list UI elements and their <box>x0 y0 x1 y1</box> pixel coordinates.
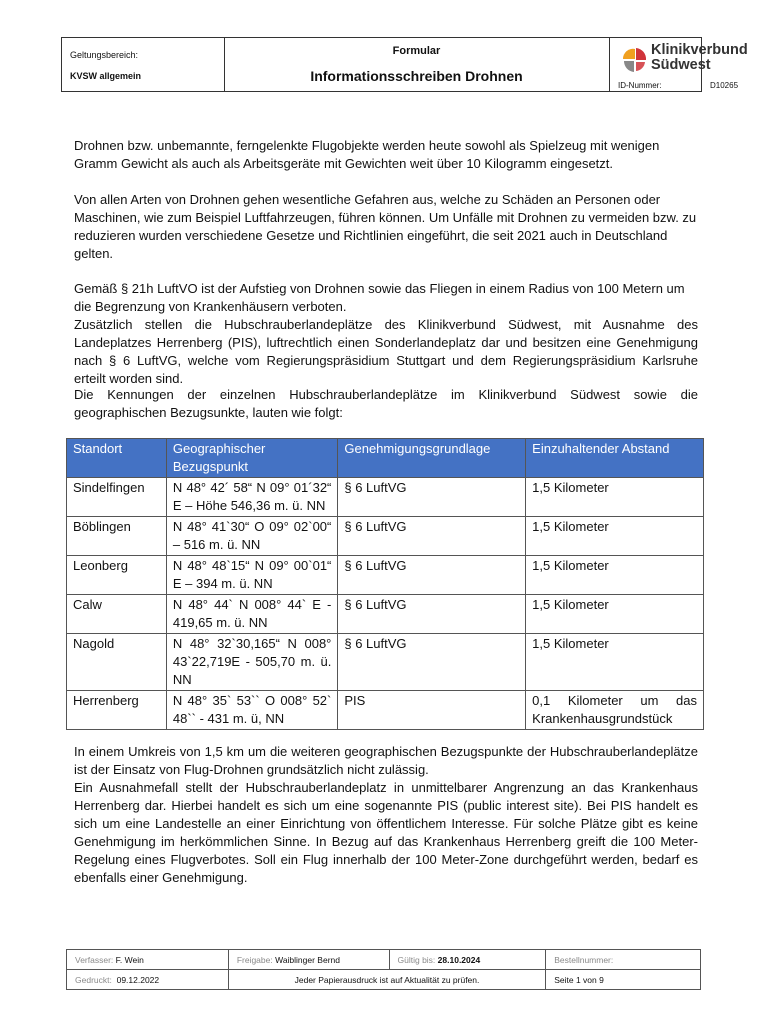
cell-distance: 0,1 Kilometer um das Krankenhausgrundstück <box>526 691 704 730</box>
cell-reference-point: N 48° 32`30,165“ N 008° 43`22,719E - 505,70 m. ü. NN <box>166 634 338 691</box>
legal-paragraph-1: Gemäß § 21h LuftVO ist der Aufstieg von Drohnen sowie das Fliegen in einem Radius von 100 Metern um die Begrenzung von Krankenhäusern verboten. <box>74 281 685 314</box>
valid-value: 28.10.2024 <box>437 954 481 965</box>
cell-reference-point: N 48° 35` 53`` O 008° 52` 48`` - 431 m. ü, NN <box>166 691 338 730</box>
footer-printed <box>67 970 229 990</box>
cell-approval-basis: § 6 LuftVG <box>338 595 526 634</box>
header-reference-point: Geographischer Bezugspunkt <box>166 439 338 478</box>
form-label: Formular <box>392 45 441 57</box>
intro-paragraph-1: Drohnen bzw. unbemannte, ferngelenkte Flugobjekte werden heute sowohl als Spielzeug mit wenigen Gramm Gewicht als auch als Arbeitsgeräte mit Gewichten weit über 10 Kilogramm eingesetzt. <box>74 138 660 171</box>
cell-approval-basis: § 6 LuftVG <box>338 478 526 517</box>
cell-location: Leonberg <box>67 556 167 595</box>
table-row <box>67 595 704 634</box>
cell-approval-basis: § 6 LuftVG <box>338 556 526 595</box>
author-label: Verfasser: <box>75 954 114 965</box>
cell-distance: 1,5 Kilometer <box>526 517 704 556</box>
footer-author <box>67 950 229 970</box>
footer-row <box>67 970 701 990</box>
table-header-row <box>67 439 704 478</box>
author-value: F. Wein <box>115 954 144 965</box>
legal-paragraph-3: Die Kennungen der einzelnen Hubschrauberlandeplätze im Klinikverbund Südwest sowie die geographischen Bezugsunkte, lauten wie folgt: <box>74 387 698 420</box>
footer-release <box>228 950 389 970</box>
table-row <box>67 517 704 556</box>
title-cell <box>224 38 610 91</box>
document-footer <box>66 949 701 990</box>
header-distance: Einzuhaltender Abstand <box>526 439 704 478</box>
scope-cell <box>62 38 225 91</box>
release-label: Freigabe: <box>236 954 273 965</box>
table-row <box>67 478 704 517</box>
printed-value: 09.12.2022 <box>116 974 160 985</box>
document-header <box>61 37 748 92</box>
legal-paragraph-2: Zusätzlich stellen die Hubschrauberlandeplätze des Klinikverbund Südwest, mit Ausnahme des Landeplatzes Herrenberg (PIS), luftrechtlich einen Sonderlandeplatz dar und besitzen eine Genehmigung nach § 6 LuftVG, welche vom Regierungspräsidium Stuttgart und dem Regierungspräsidium Karlsruhe erteilt worden sind. <box>74 317 698 386</box>
release-value: Waiblinger Bernd <box>275 954 340 965</box>
cell-location: Sindelfingen <box>67 478 167 517</box>
header-approval-basis: Genehmigungsgrundlage <box>338 439 526 478</box>
logo-cell <box>609 38 748 91</box>
table-row <box>67 634 704 691</box>
cell-location: Nagold <box>67 634 167 691</box>
closing-paragraph-1: In einem Umkreis von 1,5 km um die weiteren geographischen Bezugspunkte der Hubschrauberlandeplätze ist der Einsatz von Flug-Drohnen grundsätzlich nicht zulässig. <box>74 744 698 777</box>
cell-reference-point: N 48° 48`15“ N 09° 00`01“ E – 394 m. ü. NN <box>166 556 338 595</box>
header-location: Standort <box>67 439 167 478</box>
cell-approval-basis: § 6 LuftVG <box>338 517 526 556</box>
cell-distance: 1,5 Kilometer <box>526 634 704 691</box>
scope-value: KVSW allgemein <box>70 71 142 81</box>
logo-line1: Klinikverbund <box>651 42 748 58</box>
cell-distance: 1,5 Kilometer <box>526 595 704 634</box>
cell-location: Herrenberg <box>67 691 167 730</box>
intro-paragraph-2: Von allen Arten von Drohnen gehen wesentliche Gefahren aus, welche zu Schäden an Personen oder Maschinen, wie zum Beispiel Luftfahrzeugen, führen können. Um Unfälle mit Drohnen zu vermeiden bzw. zu reduzieren wurden verschiedene Gesetze und Richtlinien eingeführt, die seit 2021 auch in Deutschland gelten. <box>74 192 697 261</box>
helipad-table <box>66 438 704 730</box>
valid-label: Gültig bis: <box>397 954 436 965</box>
closing-paragraph-2: Ein Ausnahmefall stellt der Hubschrauberlandeplatz in unmittelbarer Angrenzung an das Krankenhaus Herrenberg dar. Hierbei handelt es sich um eine sogenannte PIS (public interest site). Bei PIS handelt es sich um eine Landestelle an einer Einrichtung von öffentlichem Interesse. Für solche Plätze gibt es keine Genehmigung im herkömmlichen Sinne. In Bezug auf das Krankenhaus Herrenberg greift die 100 Meter-Regelung eines Flugverbotes. Soll ein Flug innerhalb der 100 Meter-Zone durchgeführt werden, bedarf es ebenfalls einer Genehmigung. <box>74 780 698 885</box>
scope-label: Geltungsbereich: <box>70 50 139 60</box>
logo-line2: Südwest <box>651 57 711 73</box>
cell-distance: 1,5 Kilometer <box>526 556 704 595</box>
footer-row <box>67 950 701 970</box>
cell-reference-point: N 48° 44` N 008° 44` E - 419,65 m. ü. NN <box>166 595 338 634</box>
id-value: D10265 <box>710 81 739 90</box>
cell-approval-basis: § 6 LuftVG <box>338 634 526 691</box>
cell-distance: 1,5 Kilometer <box>526 478 704 517</box>
footer-valid <box>389 950 546 970</box>
cell-location: Calw <box>67 595 167 634</box>
table-row <box>67 556 704 595</box>
cell-reference-point: N 48° 41`30“ O 09° 02`00“ – 516 m. ü. NN <box>166 517 338 556</box>
footer-order-number: Bestellnummer: <box>546 950 701 970</box>
logo-wordmark <box>651 43 748 73</box>
id-label: ID-Nummer: <box>618 81 662 90</box>
table-row <box>67 691 704 730</box>
document-title: Informationsschreiben Drohnen <box>310 68 523 84</box>
printed-label: Gedruckt: <box>75 974 112 985</box>
cell-location: Böblingen <box>67 517 167 556</box>
cell-reference-point: N 48° 42´ 58“ N 09° 01´32“ E – Höhe 546,36 m. ü. NN <box>166 478 338 517</box>
footer-notice: Jeder Papierausdruck ist auf Aktualität zu prüfen. <box>228 970 545 990</box>
klinikverbund-logo-icon <box>619 45 649 75</box>
cell-approval-basis: PIS <box>338 691 526 730</box>
footer-page-number: Seite 1 von 9 <box>546 970 701 990</box>
